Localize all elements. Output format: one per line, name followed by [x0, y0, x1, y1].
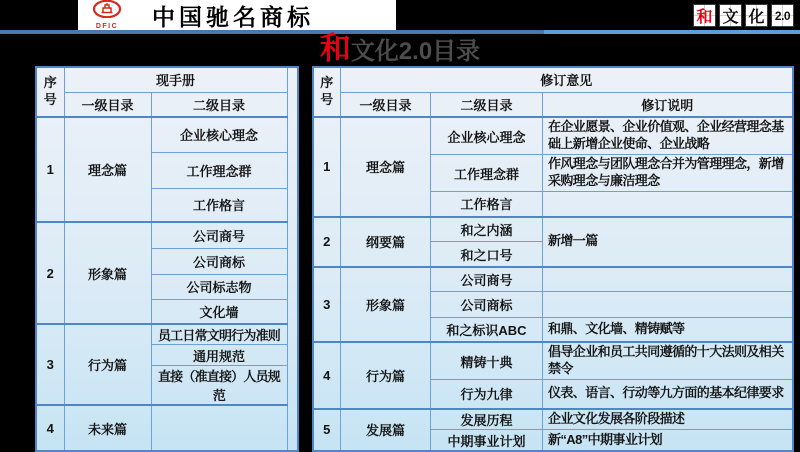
current-manual-table: [35, 66, 288, 452]
level1-cell: 理念篇: [341, 117, 431, 216]
level2-cell: 直接（准直接）人员规范: [151, 366, 287, 406]
culture-badge: [693, 4, 794, 27]
level1-cell: 纲要篇: [341, 217, 431, 267]
col-header-level1: 一级目录: [64, 92, 151, 117]
level1-cell: 发展篇: [341, 409, 431, 451]
level1-cell: 理念篇: [64, 117, 151, 222]
level1-cell: 行为篇: [64, 324, 151, 405]
note-cell: [543, 192, 793, 217]
seq-cell: 2: [313, 217, 341, 267]
level2-cell: 公司商号: [431, 267, 543, 292]
group-header-cell: 修订意见: [341, 67, 793, 92]
seq-cell: 1: [313, 117, 341, 216]
badge-tile-version: 2.0: [771, 4, 794, 27]
level2-cell: 企业核心理念: [151, 117, 287, 152]
level2-cell: 中期事业计划: [431, 430, 543, 451]
dfic-logo-icon: [92, 0, 122, 22]
badge-tile-he: 和: [693, 4, 716, 27]
level2-cell: 通用规范: [151, 345, 287, 366]
level2-cell: 员工日常文明行为准则: [151, 324, 287, 345]
group-header-cell: 现手册: [64, 67, 287, 92]
badge-tile-hua: 化: [745, 4, 768, 27]
level2-cell: 公司商标: [431, 292, 543, 317]
seq-cell: 3: [313, 267, 341, 342]
level2-cell: 工作理念群: [431, 155, 543, 192]
level2-cell: 文化墙: [151, 299, 287, 324]
seq-cell: 4: [36, 405, 64, 451]
col-header-level2: 二级目录: [431, 92, 543, 117]
level2-cell: 发展历程: [431, 409, 543, 430]
level1-cell: 行为篇: [341, 342, 431, 409]
dfic-logo: [92, 0, 122, 30]
level2-cell: 公司商标: [151, 248, 287, 274]
level2-cell: 行为九律: [431, 380, 543, 409]
level2-cell: 和之标识ABC: [431, 317, 543, 342]
title-rest: 文化2.0目录: [350, 38, 481, 65]
level2-cell: 公司商号: [151, 222, 287, 248]
trademark-bar: [78, 0, 396, 30]
note-cell: 新“A8”中期事业计划: [543, 430, 793, 451]
level2-cell: 工作格言: [431, 192, 543, 217]
level2-cell: 和之内涵: [431, 217, 543, 242]
note-cell: 作风理念与团队理念合并为管理理念，新增采购理念与廉洁理念: [543, 155, 793, 192]
note-cell: 仪表、语言、行动等九方面的基本纪律要求: [543, 380, 793, 409]
trademark-label: 中国驰名商标: [152, 3, 314, 30]
level2-cell: 工作理念群: [151, 152, 287, 188]
level2-cell: 企业核心理念: [431, 117, 543, 154]
dfic-logo-label: DFIC: [95, 23, 119, 30]
col-header-level1: 一级目录: [341, 92, 431, 117]
note-cell: [543, 267, 793, 292]
seq-cell: 5: [313, 409, 341, 451]
revision-table: [312, 66, 794, 452]
seq-cell: 2: [36, 222, 64, 324]
note-cell: 在企业愿景、企业价值观、企业经营理念基础上新增企业使命、企业战略: [543, 117, 793, 154]
seq-header-cell: 序号: [36, 67, 64, 117]
level2-cell: 和之口号: [431, 242, 543, 267]
page-title: [0, 33, 800, 65]
level2-cell: 工作格言: [151, 188, 287, 222]
note-cell: 新增一篇: [543, 217, 793, 267]
level1-cell: 形象篇: [64, 222, 151, 324]
table-gap: [299, 66, 312, 452]
note-cell: 企业文化发展各阶段描述: [543, 409, 793, 430]
col-header-level2: 二级目录: [151, 92, 287, 117]
seq-cell: 4: [313, 342, 341, 409]
badge-tile-wen: 文: [719, 4, 742, 27]
left-table-spacer-strip: [288, 66, 299, 452]
level2-cell: [151, 405, 287, 451]
seq-header-cell: 序号: [313, 67, 341, 117]
level2-cell: 公司标志物: [151, 274, 287, 299]
col-header-note: 修订说明: [543, 92, 793, 117]
note-cell: [543, 292, 793, 317]
level2-cell: 精铸十典: [431, 342, 543, 379]
level1-cell: 未来篇: [64, 405, 151, 451]
note-cell: 倡导企业和员工共同遵循的十大法则及相关禁令: [543, 342, 793, 379]
title-accent: 和: [319, 31, 351, 66]
note-cell: 和鼎、文化墙、精铸赋等: [543, 317, 793, 342]
tables-area: [35, 66, 794, 452]
level1-cell: 形象篇: [341, 267, 431, 342]
seq-cell: 1: [36, 117, 64, 222]
seq-cell: 3: [36, 324, 64, 405]
